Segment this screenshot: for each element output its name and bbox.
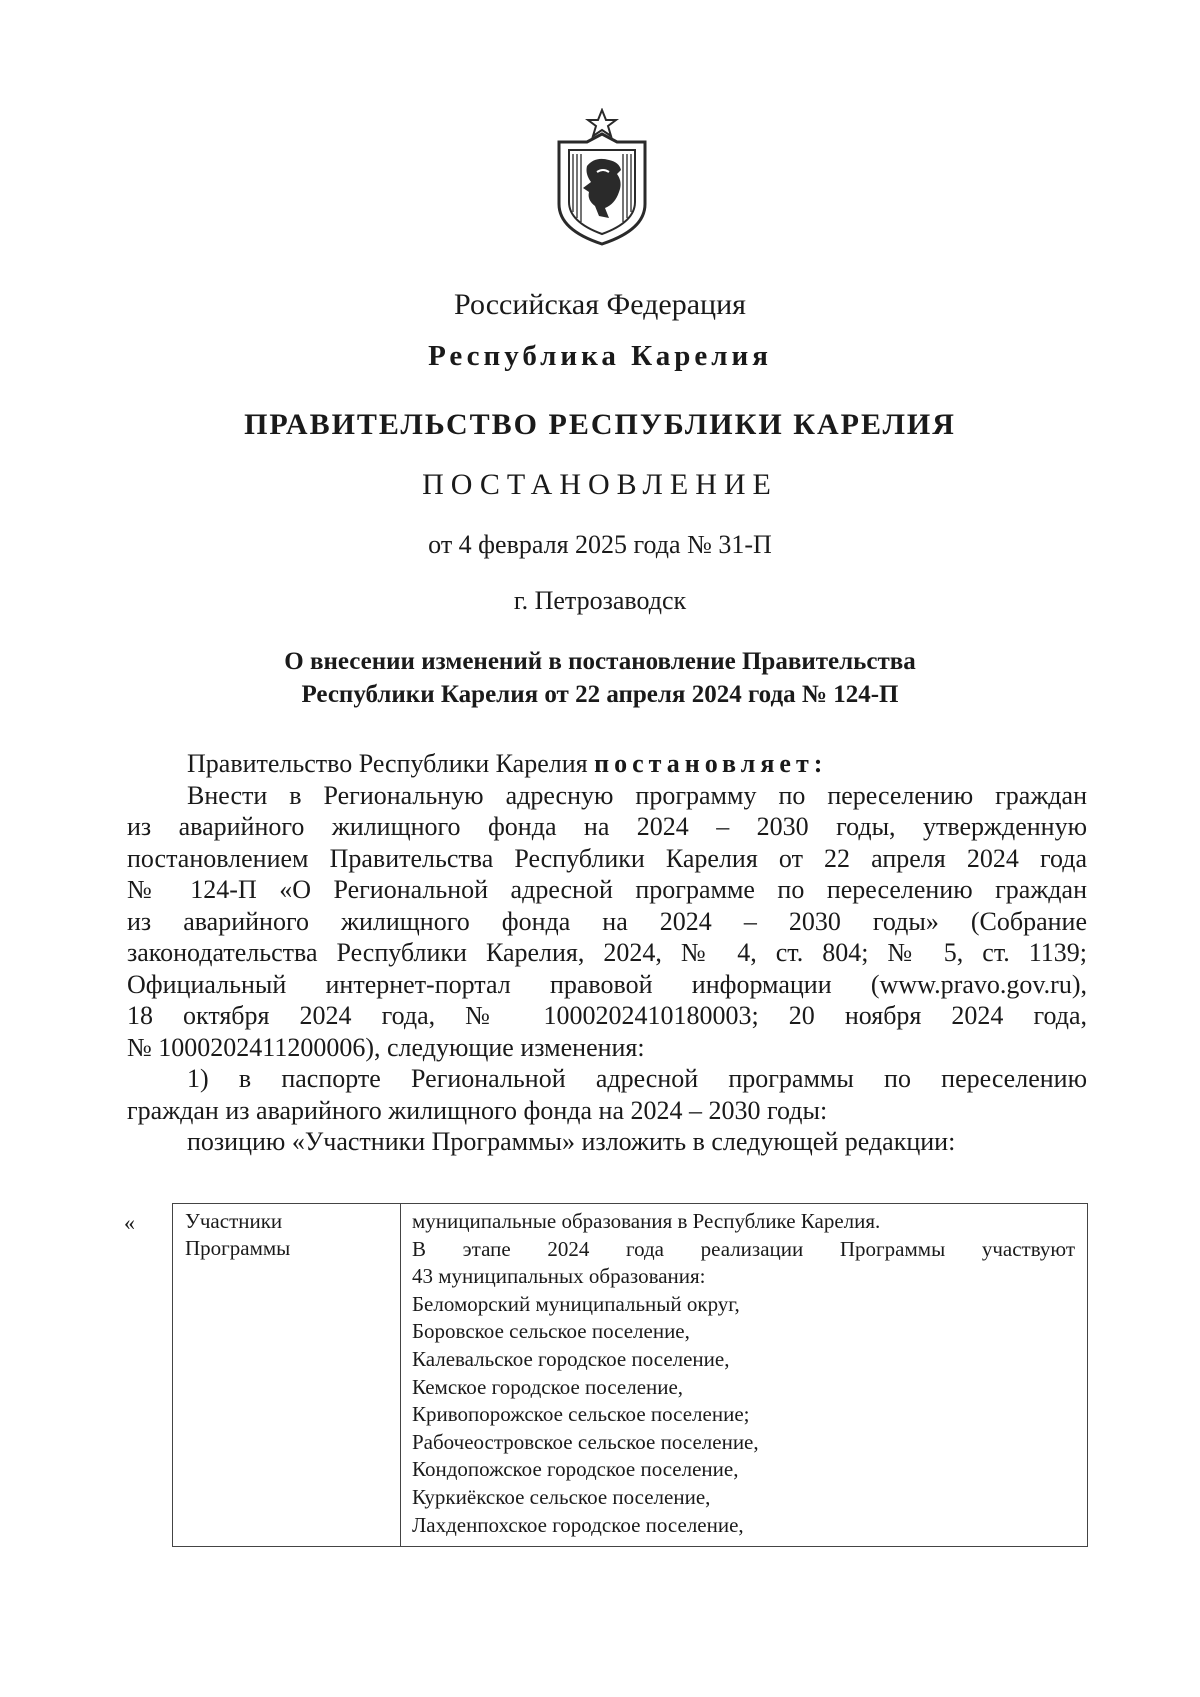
document-type: ПОСТАНОВЛЕНИЕ: [422, 468, 778, 501]
body-line: позицию «Участники Программы» изложить в следующей редакции:: [187, 1127, 956, 1156]
body-line: 1) в паспорте Региональной адресной программы по переселению: [187, 1064, 1087, 1093]
table-cell-line: Боровское сельское поселение,: [412, 1319, 690, 1344]
table-column-divider: [400, 1204, 401, 1546]
table-cell-line: Кривопорожское сельское поселение;: [412, 1402, 750, 1427]
table-cell-label: [185, 1208, 290, 1262]
body-line: из аварийного жилищного фонда на 2024 – 2030 годы, утвержденную: [127, 812, 1087, 841]
coat-of-arms-icon: [547, 108, 657, 248]
document-subject: [0, 645, 1200, 711]
document-date-number: от 4 февраля 2025 года № 31-П: [428, 530, 772, 559]
government-title: ПРАВИТЕЛЬСТВО РЕСПУБЛИКИ КАРЕЛИЯ: [244, 408, 956, 441]
table-cell-line: Калевальское городское поселение,: [412, 1346, 730, 1371]
table-cell-line: муниципальные образования в Республике Карелия.: [412, 1209, 881, 1233]
document-city: г. Петрозаводск: [513, 586, 687, 615]
body-line: Внести в Региональную адресную программу по переселению граждан: [187, 780, 1087, 810]
table-cell-line: Программы: [185, 1236, 291, 1260]
table-cell-line: Кемское городское поселение,: [412, 1374, 684, 1399]
table-cell-line: В этапе 2024 года реализации Программы участвуют: [412, 1236, 1075, 1261]
opening-quote: «: [124, 1210, 135, 1235]
table-cell-line: Рабочеостровское сельское поселение,: [412, 1429, 759, 1454]
table-cell-line: Участники: [185, 1209, 283, 1233]
table-cell-line: 43 муниципальных образования:: [412, 1264, 706, 1289]
table-cell-line: Куркиёкское сельское поселение,: [412, 1484, 711, 1509]
subject-line: Республики Карелия от 22 апреля 2024 года № 124-П: [301, 681, 899, 708]
decree-prefix: Правительство Республики Карелия: [187, 749, 595, 778]
body-line: Официальный интернет-портал правовой информации (www.pravo.gov.ru),: [127, 969, 1087, 999]
decree-line: [127, 748, 1087, 780]
table-cell-line: Беломорский муниципальный округ,: [412, 1291, 740, 1316]
body-line: постановлением Правительства Республики Карелия от 22 апреля 2024 года: [127, 843, 1087, 873]
body-line: законодательства Республики Карелия, 2024, № 4, ст. 804; № 5, ст. 1139;: [127, 938, 1087, 967]
subject-line: О внесении изменений в постановление Правительства: [284, 648, 916, 675]
document-body: [127, 748, 1087, 1158]
body-line: из аварийного жилищного фонда на 2024 – 2030 годы» (Собрание: [127, 906, 1087, 936]
table-cell-line: Кондопожское городское поселение,: [412, 1457, 739, 1482]
table-cell-line: Лахденпохское городское поселение,: [412, 1512, 744, 1537]
decree-word: постановляет:: [594, 749, 828, 778]
table-cell-value: [412, 1208, 1075, 1539]
republic-title: Республика Карелия: [428, 340, 772, 372]
body-line: 18 октября 2024 года, № 1000202410180003; 20 ноября 2024 года,: [127, 1001, 1087, 1030]
participants-table: [172, 1203, 1088, 1547]
body-line: № 1000202411200006), следующие изменения:: [127, 1032, 645, 1062]
body-line: граждан из аварийного жилищного фонда на 2024 – 2030 годы:: [127, 1095, 828, 1125]
federation-title: Российская Федерация: [454, 288, 746, 321]
body-line: № 124-П «О Региональной адресной программе по переселению граждан: [127, 875, 1087, 904]
